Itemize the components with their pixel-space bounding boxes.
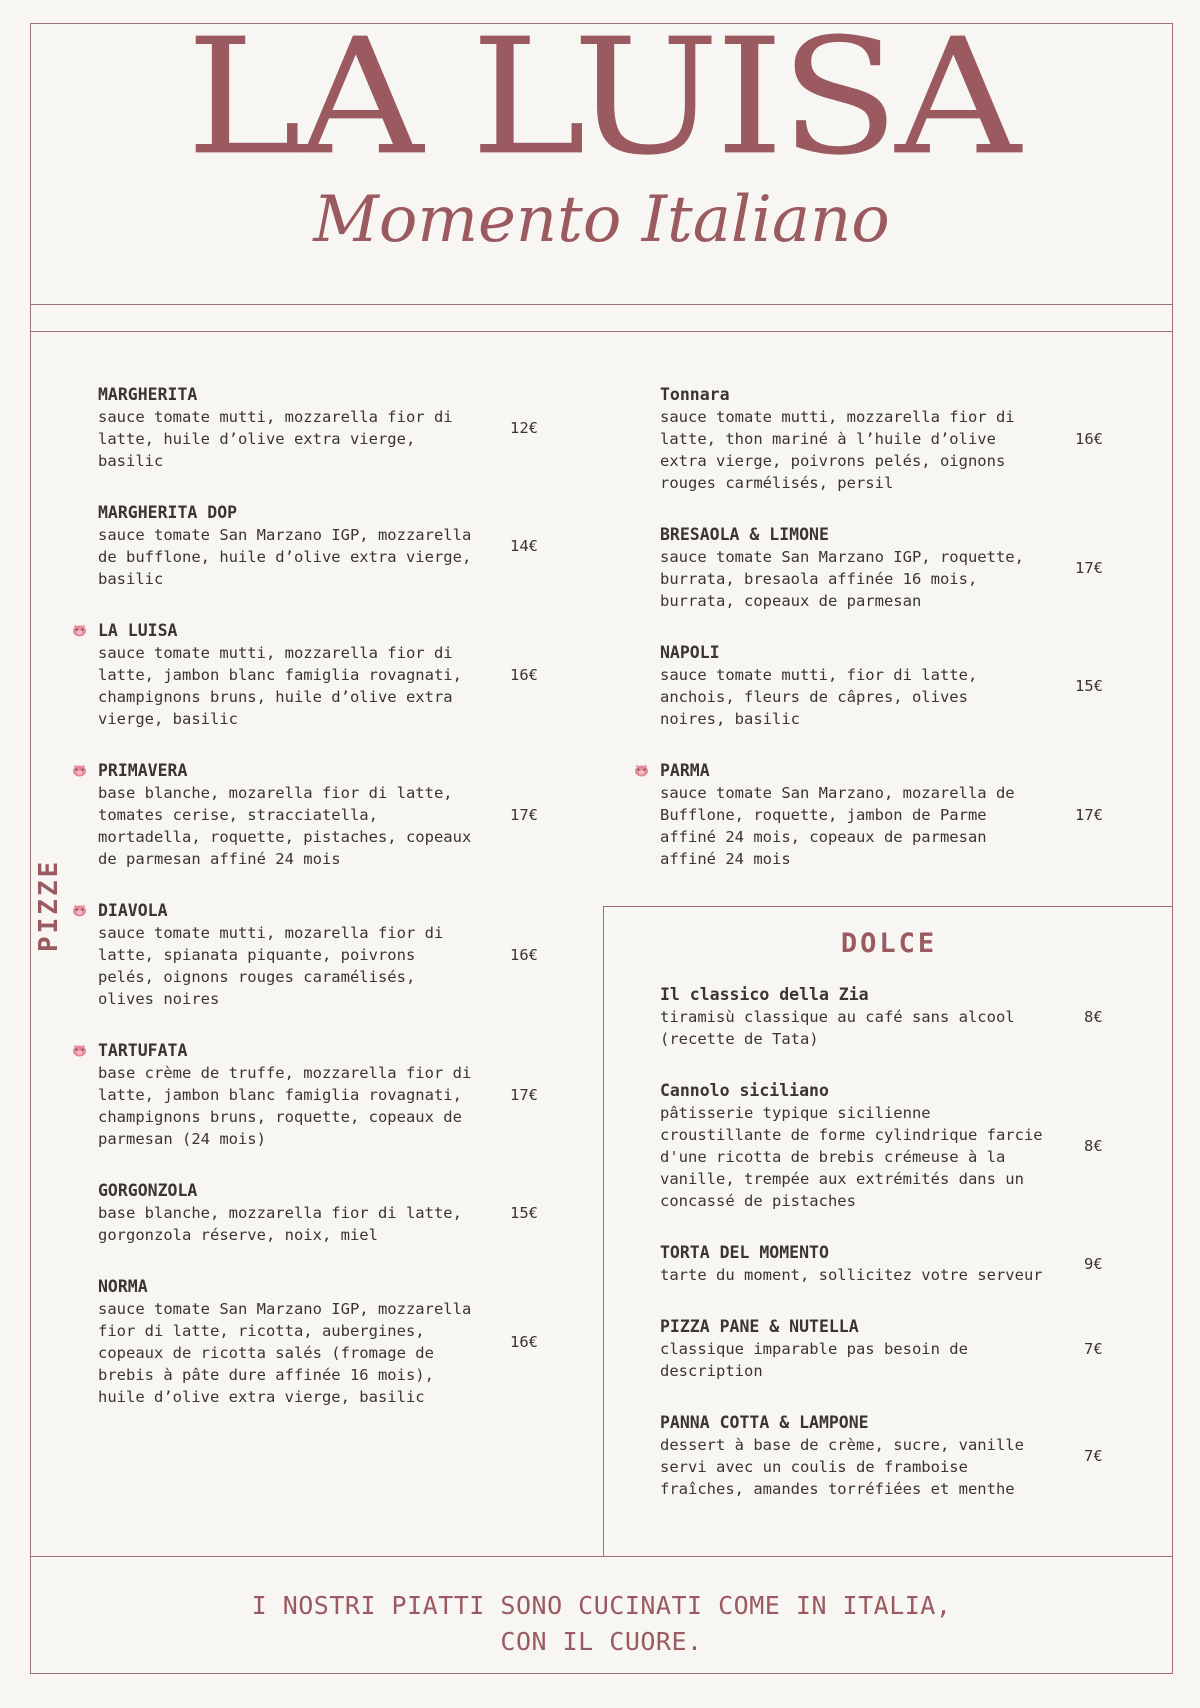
item-price: 17€ [1075, 806, 1103, 824]
item-name: DIAVOLA [98, 901, 168, 920]
item-description: sauce tomate mutti, mozarella fior di latte, spianata piquante, poivrons pelés, oignons rouges caramélisés, olives noires [98, 924, 444, 1008]
pizza-column-left [98, 384, 558, 1408]
dolce-box-left [603, 906, 604, 1556]
item-description: sauce tomate San Marzano IGP, mozzarella de bufflone, huile d’olive extra vierge, basilic [98, 526, 472, 588]
item-name: TARTUFATA [98, 1041, 188, 1060]
menu-item [660, 1412, 1120, 1500]
item-description: tiramisù classique au café sans alcool (recette de Tata) [660, 1008, 1015, 1048]
pork-icon [72, 1044, 87, 1057]
item-description: sauce tomate mutti, mozzarella fior di latte, huile d’olive extra vierge, basilic [98, 408, 453, 470]
footer-line-2: CON IL CUORE. [500, 1627, 703, 1656]
footer-motto [30, 1588, 1173, 1660]
item-price: 16€ [510, 1333, 538, 1351]
menu-item [98, 760, 558, 870]
menu-item [98, 1276, 558, 1408]
menu-item [98, 1040, 558, 1150]
item-name: GORGONZOLA [98, 1181, 198, 1200]
item-description: base blanche, mozarella fior di latte, tomates cerise, stracciatella, mortadella, roquette, pistaches, copeaux de parmesan affiné 24 mois [98, 784, 472, 868]
item-price: 16€ [1075, 430, 1103, 448]
item-name: PRIMAVERA [98, 761, 188, 780]
item-price: 12€ [510, 419, 538, 437]
pork-icon [72, 624, 87, 637]
item-description: sauce tomate mutti, mozzarella fior di latte, thon mariné à l’huile d’olive extra vierge, poivrons pelés, oignons rouges carmélisés, persil [660, 408, 1015, 492]
pork-icon [72, 764, 87, 777]
item-price: 15€ [1075, 677, 1103, 695]
section-label-pizze: PIZZE [34, 858, 64, 952]
item-price: 17€ [1075, 559, 1103, 577]
item-price: 14€ [510, 537, 538, 555]
item-description: base blanche, mozzarella fior di latte, gorgonzola réserve, noix, miel [98, 1204, 462, 1244]
item-name: NAPOLI [660, 643, 720, 662]
section-title-dolce: DOLCE [840, 928, 938, 959]
item-name: PIZZA PANE & NUTELLA [660, 1317, 859, 1336]
item-price: 15€ [510, 1204, 538, 1222]
menu-item [660, 760, 1120, 870]
item-name: BRESAOLA & LIMONE [660, 525, 829, 544]
restaurant-name: LA LUISA [186, 4, 1017, 191]
menu-item [98, 384, 558, 472]
menu-item [660, 384, 1120, 494]
item-name: Tonnara [660, 385, 730, 404]
footer-line-1: I NOSTRI PIATTI SONO CUCINATI COME IN ITALIA, [251, 1591, 952, 1620]
menu-item [660, 984, 1120, 1050]
item-name: TORTA DEL MOMENTO [660, 1243, 829, 1262]
footer-divider [30, 1556, 1173, 1557]
restaurant-tagline: Momento Italiano [313, 183, 890, 257]
item-name: MARGHERITA [98, 385, 198, 404]
item-name: Il classico della Zia [660, 985, 869, 1004]
menu-item [660, 1316, 1120, 1382]
item-price: 17€ [510, 1086, 538, 1104]
item-price: 16€ [510, 666, 538, 684]
item-price: 8€ [1084, 1137, 1103, 1155]
item-description: sauce tomate San Marzano IGP, mozzarella fior di latte, ricotta, aubergines, copeaux de ricotta salés (fromage de brebis à pâte dure affinée 16 mois), huile d’olive extra vierge, basilic [98, 1300, 472, 1406]
pork-icon [634, 764, 649, 777]
item-name: PARMA [660, 761, 710, 780]
menu-item [660, 524, 1120, 612]
item-price: 9€ [1084, 1255, 1103, 1273]
item-price: 8€ [1084, 1008, 1103, 1026]
header-divider-top [30, 304, 1173, 305]
item-description: sauce tomate mutti, mozzarella fior di latte, jambon blanc famiglia rovagnati, champignons bruns, huile d’olive extra vierge, basilic [98, 644, 462, 728]
item-description: sauce tomate San Marzano, mozarella de Bufflone, roquette, jambon de Parme affiné 24 mois, copeaux de parmesan affiné 24 mois [660, 784, 1015, 868]
item-price: 7€ [1084, 1447, 1103, 1465]
item-price: 17€ [510, 806, 538, 824]
dolce-column [660, 984, 1120, 1500]
item-description: dessert à base de crème, sucre, vanille servi avec un coulis de framboise fraîches, amandes torréfiées et menthe [660, 1436, 1024, 1498]
item-price: 16€ [510, 946, 538, 964]
item-description: classique imparable pas besoin de description [660, 1340, 968, 1380]
menu-item [98, 900, 558, 1010]
item-description: base crème de truffe, mozzarella fior di latte, jambon blanc famiglia rovagnati, champignons bruns, roquette, copeaux de parmesan (24 mois) [98, 1064, 472, 1148]
item-name: PANNA COTTA & LAMPONE [660, 1413, 869, 1432]
dolce-box-top [604, 906, 1173, 907]
item-price: 7€ [1084, 1340, 1103, 1358]
menu-item [660, 1242, 1120, 1286]
menu-item [98, 620, 558, 730]
item-name: MARGHERITA DOP [98, 503, 238, 522]
header-divider-bottom [30, 331, 1173, 332]
item-description: tarte du moment, sollicitez votre serveur [660, 1266, 1043, 1284]
menu-item [660, 642, 1120, 730]
menu-item [98, 1180, 558, 1246]
item-description: pâtisserie typique sicilienne croustillante de forme cylindrique farcie d'une ricotta de brebis crémeuse à la vanille, trempée aux extrémités dans un concassé de pistaches [660, 1104, 1043, 1210]
item-name: Cannolo siciliano [660, 1081, 829, 1100]
item-name: LA LUISA [98, 621, 178, 640]
pizza-column-right [660, 384, 1120, 870]
item-name: NORMA [98, 1277, 148, 1296]
menu-item [98, 502, 558, 590]
item-description: sauce tomate San Marzano IGP, roquette, burrata, bresaola affinée 16 mois, burrata, copeaux de parmesan [660, 548, 1024, 610]
item-description: sauce tomate mutti, fior di latte, anchois, fleurs de câpres, olives noires, basilic [660, 666, 978, 728]
pork-icon [72, 904, 87, 917]
menu-item [660, 1080, 1120, 1212]
